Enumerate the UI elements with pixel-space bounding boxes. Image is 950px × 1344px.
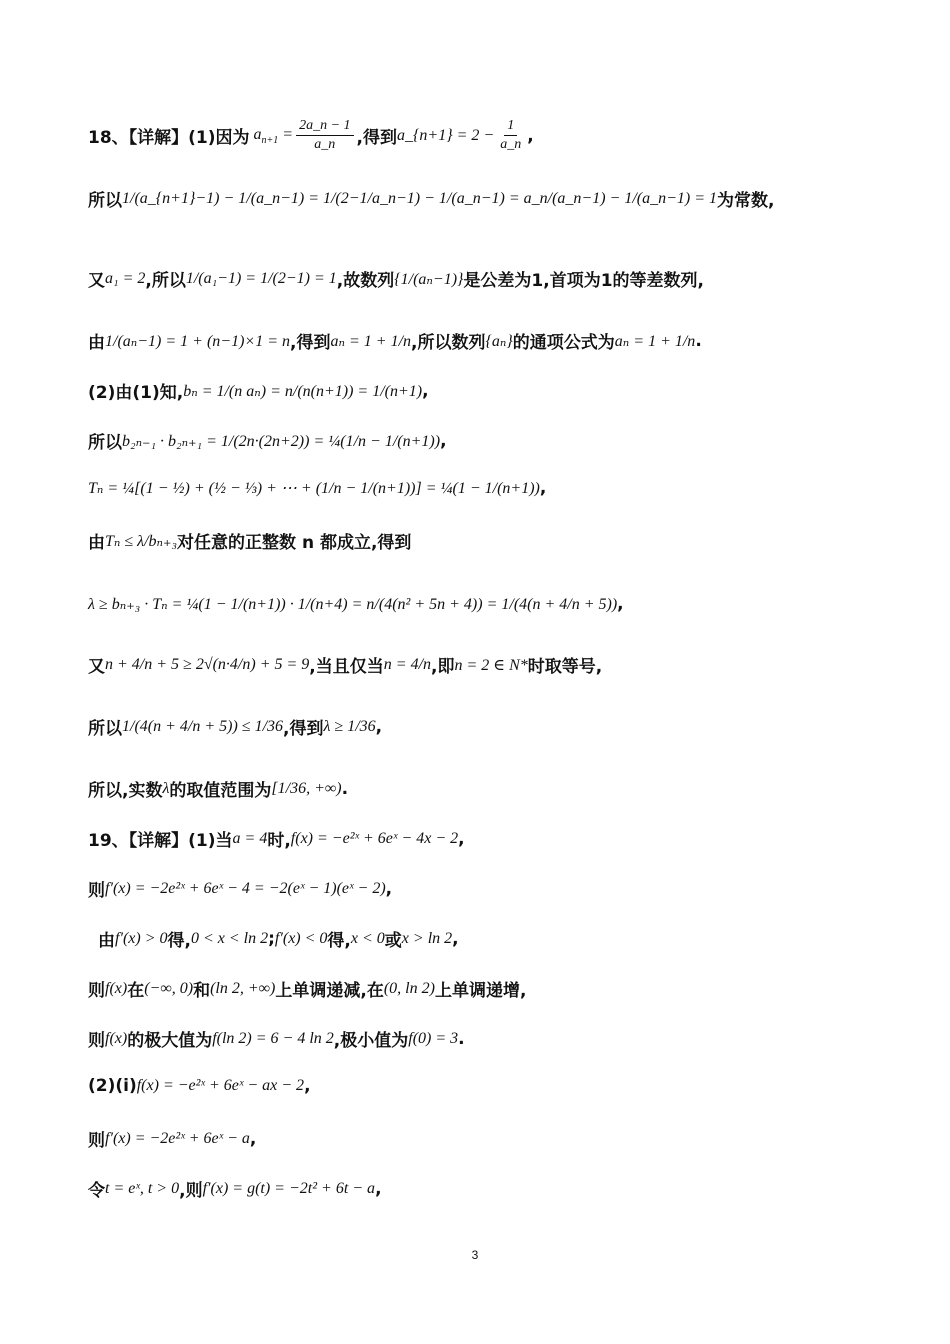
q18-l10-text: 又 xyxy=(88,657,105,677)
q18-l3-text: 又 xyxy=(88,271,105,291)
q18-l6-text2: , xyxy=(440,430,447,451)
q18-l4-math1: 1/(aₙ−1) = 1 + (n−1)×1 = n xyxy=(105,332,291,350)
q18-l10-text4: 时取等号, xyxy=(527,657,603,677)
q19-l7-text: 则 xyxy=(88,1131,105,1151)
q19-l5-math3: f(0) = 3 xyxy=(408,1029,459,1047)
q18-line-6 xyxy=(88,428,447,453)
q19-l3-math4: x < 0 xyxy=(350,929,385,947)
q18-l8-math: Tₙ ≤ λ/bₙ₊₃ xyxy=(105,532,178,550)
q19-l4-text2: 在 xyxy=(127,981,145,1001)
q18-l1-math: $a_{n+1}$ = xyxy=(249,125,294,146)
q18-l11-text2: ,得到 xyxy=(283,719,324,739)
q19-l1-text2: 时, xyxy=(267,831,291,851)
q18-l5-text2: , xyxy=(422,380,429,401)
q19-l3-text3: ; xyxy=(268,928,275,949)
q19-l5-text3: ,极小值为 xyxy=(333,1031,409,1051)
q18-line-3 xyxy=(88,266,704,291)
q19-l3-text2: 得, xyxy=(167,931,191,951)
q19-l2-text: 则 xyxy=(88,881,105,901)
q19-l1-math2: f(x) = −e²ˣ + 6eˣ − 4x − 2 xyxy=(290,829,459,847)
q19-l3-math3: f′(x) < 0 xyxy=(274,929,328,947)
q19-l8-math1: t = eˣ, t > 0 xyxy=(105,1179,180,1197)
q19-l3-text6: , xyxy=(452,928,459,949)
q19-l4-math3: (ln 2, +∞) xyxy=(210,979,276,997)
q18-l9-math: λ ≥ bₙ₊₃ · Tₙ = ¼(1 − 1/(n+1)) · 1/(n+4) = n/(4(n² + 5n + 4)) = 1/(4(n + 4/n + 5)) xyxy=(88,596,618,613)
q18-l3-text2: ,所以 xyxy=(145,271,186,291)
q18-l2-text2: 为常数, xyxy=(717,191,775,211)
q19-l2-text2: , xyxy=(385,878,393,899)
q18-l1-frac2-num: 1 xyxy=(504,118,517,136)
q18-l10-text3: ,即 xyxy=(431,657,455,677)
q18-l1-math2: a_{n+1} = 2 − xyxy=(397,126,495,144)
q18-l10-text2: ,当且仅当 xyxy=(309,657,384,677)
q18-l1-frac-den: a_n xyxy=(314,137,336,153)
q18-line-12 xyxy=(88,776,348,801)
q18-l11-text: 所以 xyxy=(88,719,122,739)
q19-line-5 xyxy=(88,1026,465,1051)
q19-l4-text4: 上单调递减,在 xyxy=(275,981,384,1001)
q19-l7-math: f′(x) = −2e²ˣ + 6eˣ − a xyxy=(105,1129,250,1147)
q19-l6-math: f(x) = −e²ˣ + 6eˣ − ax − 2 xyxy=(136,1077,305,1094)
q19-l4-math2: (−∞, 0) xyxy=(144,979,194,997)
q19-line-7 xyxy=(88,1126,256,1151)
q18-l4-math2: aₙ = 1 + 1/n xyxy=(330,332,412,350)
q18-l3-math2: 1/(a₁−1) = 1/(2−1) = 1 xyxy=(185,269,337,287)
q19-l7-text2: , xyxy=(249,1128,257,1149)
q18-l1-text3: , xyxy=(527,125,534,146)
q18-l12-math1: λ xyxy=(162,779,170,797)
q18-l10-math2: n = 4/n xyxy=(383,655,432,673)
q19-l3-text5: 或 xyxy=(384,931,402,951)
q18-l11-text3: , xyxy=(375,716,383,737)
q18-l6-text: 所以 xyxy=(88,433,122,453)
q18-l4-math4: aₙ = 1 + 1/n xyxy=(614,332,696,350)
q18-l4-text: 由 xyxy=(88,333,105,353)
q19-l4-text3: 和 xyxy=(193,981,211,1001)
q18-l11-math2: λ ≥ 1/36 xyxy=(323,717,376,735)
q19-l4-text5: 上单调递增, xyxy=(434,981,527,1001)
q18-l2-text: 所以 xyxy=(88,191,122,211)
q19-line-6 xyxy=(88,1076,311,1096)
q18-line-5 xyxy=(88,378,429,403)
q18-l4-math3: {aₙ} xyxy=(485,332,513,350)
q19-l6-text2: , xyxy=(304,1076,311,1096)
q18-l1-fraction2 xyxy=(497,118,524,153)
q18-l6-math: b₂ₙ₋₁ · b₂ₙ₊₁ = 1/(2n·(2n+2)) = ¼(1/n − 1/(n+1)) xyxy=(122,432,441,450)
q18-line-2 xyxy=(88,186,774,211)
q18-line-4 xyxy=(88,328,702,353)
q18-l4-text5: . xyxy=(695,330,702,351)
q19-line-2 xyxy=(88,876,392,901)
q19-l3-math1: f′(x) > 0 xyxy=(115,929,168,947)
q19-l5-math2: f(ln 2) = 6 − 4 ln 2 xyxy=(212,1029,334,1047)
q19-l5-text4: . xyxy=(458,1028,465,1049)
q19-l2-math: f′(x) = −2e²ˣ + 6eˣ − 4 = −2(eˣ − 1)(eˣ − 2) xyxy=(105,879,386,897)
q19-l4-text: 则 xyxy=(88,981,105,1001)
q18-l7-math: Tₙ = ¼[(1 − ½) + (½ − ⅓) + ⋯ + (1/n − 1/(n+1))] = ¼(1 − 1/(n+1)) xyxy=(88,480,540,497)
q18-l3-math1: a₁ = 2 xyxy=(105,269,146,287)
q19-l8-text: 令 xyxy=(88,1181,105,1201)
q18-l12-text: 所以,实数 xyxy=(88,781,163,801)
q19-l8-math2: f′(x) = g(t) = −2t² + 6t − a xyxy=(202,1179,376,1197)
q18-l11-math1: 1/(4(n + 4/n + 5)) ≤ 1/36 xyxy=(122,717,284,735)
q19-l3-text4: 得, xyxy=(327,931,351,951)
q19-l5-text: 则 xyxy=(88,1031,105,1051)
q18-l4-text3: ,所以数列 xyxy=(411,333,486,353)
q19-l3-text: 由 xyxy=(98,931,115,951)
q18-line-10 xyxy=(88,652,602,677)
q18-line-7 xyxy=(88,478,546,498)
q19-l5-math1: f(x) xyxy=(105,1029,128,1047)
q18-l3-text4: 是公差为1,首项为1的等差数列, xyxy=(463,271,705,291)
q18-line-1 xyxy=(88,118,534,153)
q19-l8-text3: , xyxy=(375,1178,382,1199)
q19-l1-math1: a = 4 xyxy=(232,829,268,847)
q19-l6-text: (2)(i) xyxy=(88,1076,137,1096)
q18-line-8 xyxy=(88,528,411,553)
q18-line-9 xyxy=(88,594,624,614)
q19-l8-text2: ,则 xyxy=(179,1181,203,1201)
q19-line-3 xyxy=(98,926,459,951)
q18-l1-text: 18、【详解】(1)因为 xyxy=(88,128,250,149)
q18-l12-text3: . xyxy=(341,778,349,799)
q18-l3-text3: ,故数列 xyxy=(336,271,395,291)
q19-l5-text2: 的极大值为 xyxy=(127,1031,213,1051)
q19-l4-math4: (0, ln 2) xyxy=(383,979,435,997)
page-number: 3 xyxy=(471,1248,479,1262)
q18-l4-text4: 的通项公式为 xyxy=(512,333,615,353)
q18-l10-math3: n = 2 ∈ N* xyxy=(454,656,528,674)
q19-line-1 xyxy=(88,826,465,851)
q18-l4-text2: ,得到 xyxy=(290,333,331,353)
q18-l1-frac2-den: a_n xyxy=(500,137,522,153)
q18-line-11 xyxy=(88,714,382,739)
q19-l1-text3: , xyxy=(458,828,465,849)
q18-l5-text: (2)由(1)知, xyxy=(88,383,184,403)
q19-line-4 xyxy=(88,976,526,1001)
q19-line-8 xyxy=(88,1176,382,1201)
q18-l5-math: bₙ = 1/(n aₙ) = n/(n(n+1)) = 1/(n+1) xyxy=(183,382,423,400)
q18-l7-text: , xyxy=(539,478,547,498)
q18-l8-text: 由 xyxy=(88,533,105,553)
q19-l3-math2: 0 < x < ln 2 xyxy=(190,929,269,947)
q18-l2-math: 1/(a_{n+1}−1) − 1/(a_n−1) = 1/(2−1/a_n−1) − 1/(a_n−1) = a_n/(a_n−1) − 1/(a_n−1) = 1 xyxy=(122,189,718,207)
q18-l1-fraction xyxy=(296,118,353,153)
q18-l3-math3: {1/(aₙ−1)} xyxy=(394,270,464,288)
q18-l1-text2: ,得到 xyxy=(356,128,397,149)
q18-l12-text2: 的取值范围为 xyxy=(169,781,272,801)
q18-l12-math2: [1/36, +∞) xyxy=(271,779,342,797)
q19-l4-math1: f(x) xyxy=(105,979,128,997)
q18-l10-math1: n + 4/n + 5 ≥ 2√(n·4/n) + 5 = 9 xyxy=(105,655,310,673)
q19-l1-text: 19、【详解】(1)当 xyxy=(88,831,233,851)
q19-l3-math5: x > ln 2 xyxy=(401,929,453,947)
q18-l9-text: , xyxy=(617,594,624,614)
q18-l8-text2: 对任意的正整数 n 都成立,得到 xyxy=(177,533,412,553)
q18-l1-frac-num: 2a_n − 1 xyxy=(296,118,353,136)
